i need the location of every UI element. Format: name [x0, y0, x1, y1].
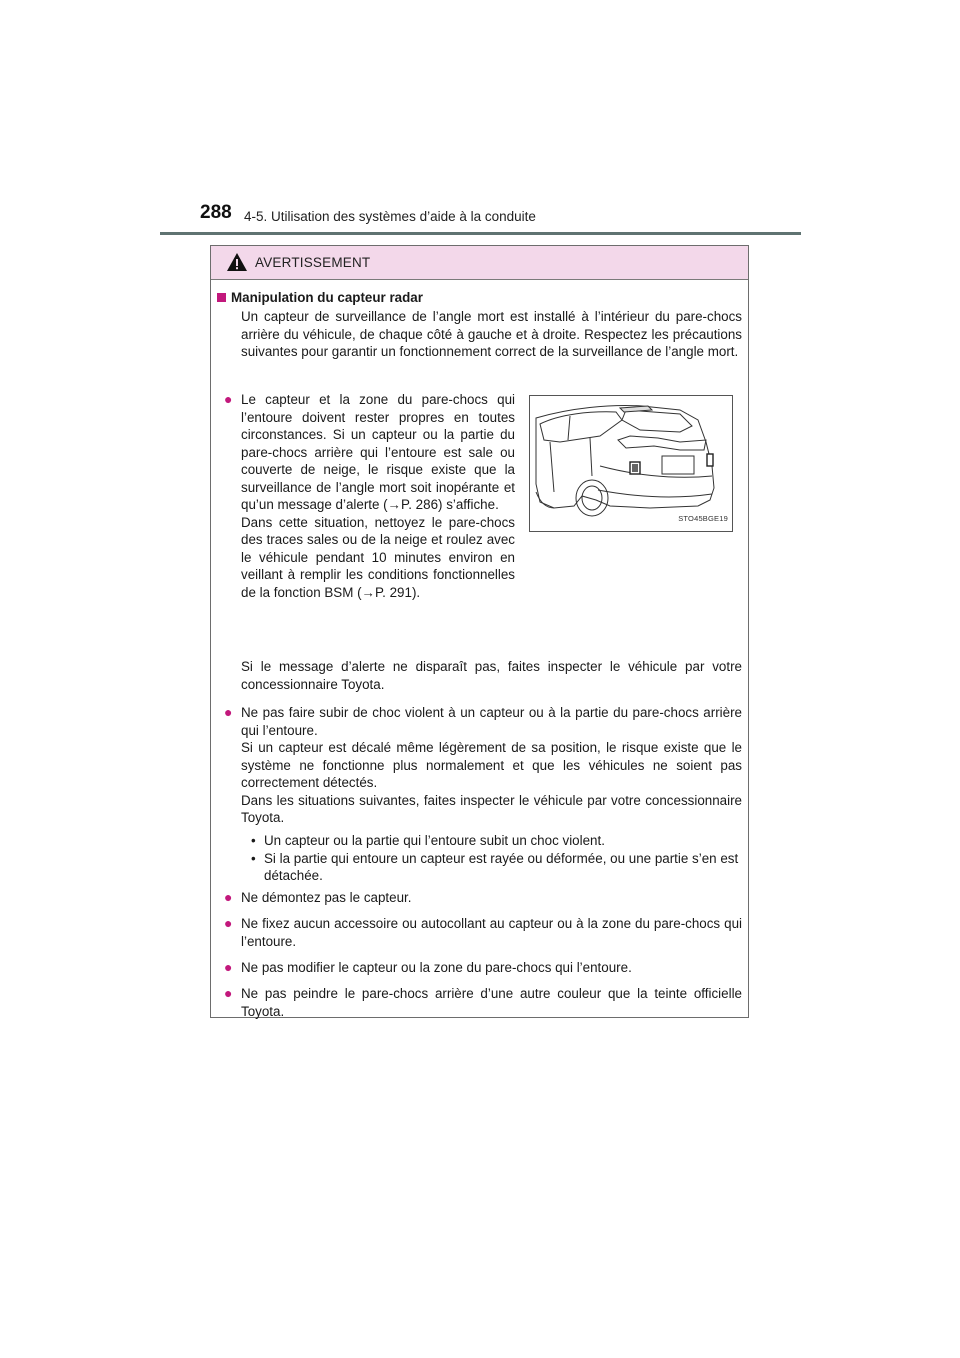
intro-paragraph: Un capteur de surveillance de l’angle mort est installé à l’intérieur du pare-chocs arrière du véhicule, de chaque côté à gauche et à droite. Respectez les précautions suivantes pour garantir un fonctionnement correct de la surveillance de l’angle mort. — [241, 309, 742, 359]
item-1-text: Le capteur et la zone du pare-chocs qui l’entoure doivent rester propres en toutes circonstances. Si un capteur ou la partie du pare-chocs arrière qui l’entoure est sale ou couverte de neige, le risque existe que la surveillance de l’angle mort soit inopérante et qu’un message d’alerte (→P. 286) s’affiche. — [241, 392, 515, 512]
warning-header — [211, 246, 748, 280]
item-1-wide-text: Si le message d’alerte ne disparaît pas, faites inspecter le véhicule par votre concessionnaire Toyota. — [241, 659, 742, 692]
section-title: 4-5. Utilisation des systèmes d’aide à la conduite — [244, 209, 536, 224]
item-3-text: Ne démontez pas le capteur. — [241, 890, 412, 905]
bullet-icon: ● — [224, 985, 233, 1001]
figure-code: STO45BGE19 — [678, 513, 728, 523]
item-2-text-3: Dans les situations suivantes, faites inspecter le véhicule par votre concessionnaire Toyota. — [241, 792, 742, 825]
vehicle-illustration — [529, 395, 733, 532]
subheading-text: Manipulation du capteur radar — [231, 290, 423, 305]
square-bullet-icon — [217, 293, 226, 302]
warning-box — [210, 245, 749, 1018]
item-1-narrow — [241, 391, 515, 601]
sub-bullet-icon: • — [251, 850, 256, 866]
item-5-text: Ne pas modifier le capteur ou la zone du pare-chocs qui l’entoure. — [241, 960, 632, 975]
bullet-icon: ● — [224, 889, 233, 905]
subheading — [217, 289, 423, 307]
item-6-text: Ne pas peindre le pare-chocs arrière d’une autre couleur que la teinte officielle Toyota. — [241, 986, 742, 1019]
list-item — [251, 832, 742, 850]
bullet-icon: ● — [224, 959, 233, 975]
bullet-icon: ● — [224, 915, 233, 931]
bullet-icon: ● — [224, 391, 233, 407]
item-4-text: Ne fixez aucun accessoire ou autocollant au capteur ou à la zone du pare-chocs qui l’entoure. — [241, 916, 742, 949]
item-2-text-2: Si un capteur est décalé même légèrement de sa position, le risque existe que le système ne fonctionne plus normalement et que les véhicules ne soient pas correctement détectés. — [241, 740, 742, 790]
warning-triangle-icon — [226, 252, 248, 272]
item-2-sub-list — [251, 832, 742, 885]
item-2 — [241, 704, 742, 827]
sub-bullet-icon: • — [251, 833, 256, 848]
warning-content — [211, 279, 748, 1017]
sub-item-text: Si la partie qui entoure un capteur est rayée ou déformée, ou une partie s’en est détachée. — [264, 850, 739, 883]
sub-item-text: Un capteur ou la partie qui l’entoure subit un choc violent. — [264, 833, 605, 848]
bullet-icon: ● — [224, 704, 233, 720]
header-divider — [160, 232, 801, 235]
page-number: 288 — [200, 202, 232, 223]
list-item — [251, 850, 742, 885]
page-header — [0, 0, 960, 240]
warning-label: AVERTISSEMENT — [255, 255, 371, 270]
item-1-text-2: Dans cette situation, nettoyez le pare-chocs des traces sales ou de la neige et roulez avec le véhicule pendant 10 minutes environ en veillant à remplir les conditions fonctionnelles de la fonction BSM (→P. 291). — [241, 514, 515, 600]
item-2-text-1: Ne pas faire subir de choc violent à un capteur ou à la partie du pare-chocs arrière qui l’entoure. — [241, 705, 742, 738]
